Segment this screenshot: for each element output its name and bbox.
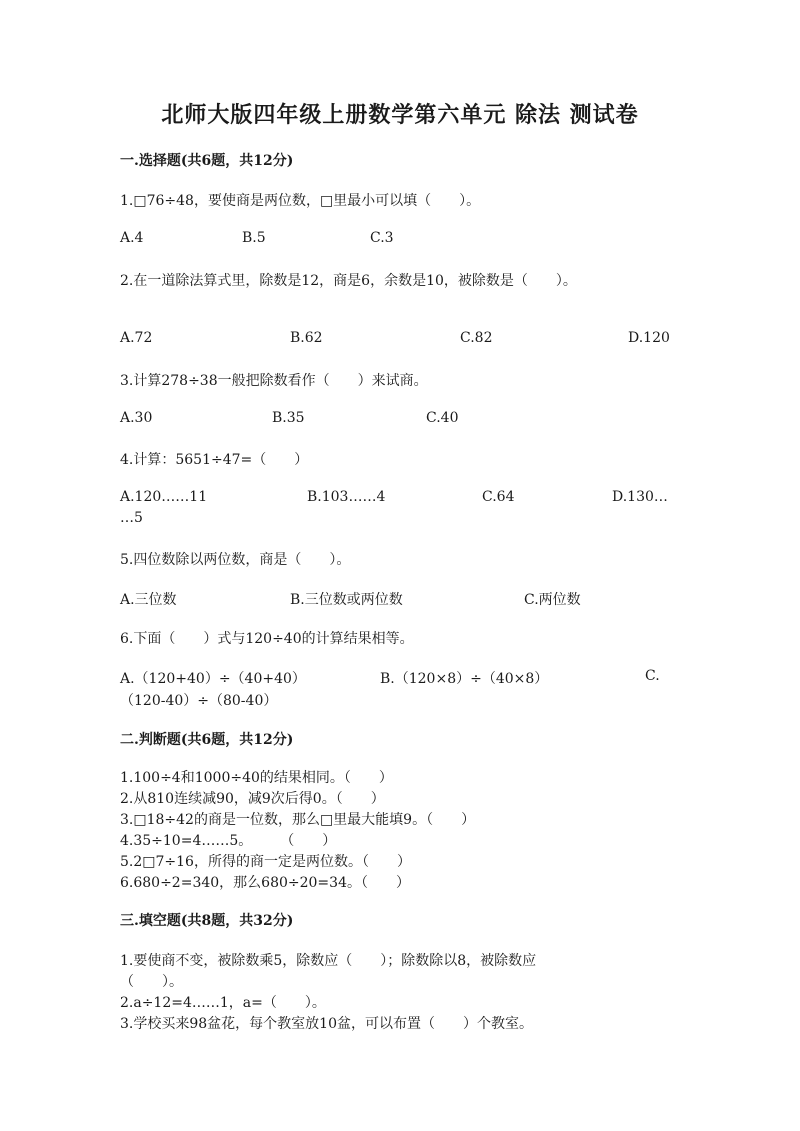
question-5: 5.四位数除以两位数，商是（ ）。 bbox=[120, 552, 351, 568]
judge-item-3: 3.□18÷42的商是一位数，那么□里最大能填9。（ ） bbox=[120, 812, 476, 828]
judge-item-5: 5.2□7÷16，所得的商一定是两位数。（ ） bbox=[120, 854, 411, 870]
judge-item-4: 4.35÷10=4……5。 （ ） bbox=[120, 833, 337, 849]
fill-item-2: 2.a÷12=4……1，a=（ ）。 bbox=[120, 995, 326, 1011]
fill-item-1-wrap: （ ）。 bbox=[120, 974, 183, 990]
option-c: C.40 bbox=[426, 410, 459, 426]
question-1: 1.□76÷48，要使商是两位数，□里最小可以填（ ）。 bbox=[120, 193, 481, 209]
option-a: A.72 bbox=[120, 330, 153, 346]
option-c: C.3 bbox=[370, 230, 394, 246]
option-a: A.30 bbox=[120, 410, 153, 426]
judge-item-1: 1.100÷4和1000÷40的结果相同。（ ） bbox=[120, 770, 393, 786]
question-3: 3.计算278÷38一般把除数看作（ ）来试商。 bbox=[120, 373, 428, 389]
option-b: B.62 bbox=[290, 330, 323, 346]
fill-item-1: 1.要使商不变，被除数乘5，除数应（ ）；除数除以8，被除数应 bbox=[120, 953, 537, 969]
page-title: 北师大版四年级上册数学第六单元 除法 测试卷 bbox=[161, 102, 639, 128]
section-heading-fill: 三.填空题(共8题，共32分) bbox=[120, 913, 294, 929]
question-6: 6.下面（ ）式与120÷40的计算结果相等。 bbox=[120, 631, 414, 647]
option-b: B.35 bbox=[272, 410, 305, 426]
option-b: B.5 bbox=[242, 230, 266, 246]
judge-item-2: 2.从810连续减90，减9次后得0。（ ） bbox=[120, 791, 385, 807]
option-c: C.64 bbox=[482, 489, 515, 505]
option-b: B.三位数或两位数 bbox=[290, 592, 403, 608]
judge-item-6: 6.680÷2=340，那么680÷20=34。（ ） bbox=[120, 875, 410, 891]
option-d-wrap: …5 bbox=[120, 510, 143, 526]
option-c: C.82 bbox=[460, 330, 493, 346]
option-a: A.4 bbox=[120, 230, 144, 246]
option-c-wrap: （120-40）÷（80-40） bbox=[120, 693, 278, 709]
option-d: D.120 bbox=[628, 330, 670, 346]
option-a: A.120……11 bbox=[120, 489, 208, 505]
fill-item-3: 3.学校买来98盆花，每个教室放10盆，可以布置（ ）个教室。 bbox=[120, 1016, 533, 1032]
option-b: B.（120×8）÷（40×8） bbox=[380, 671, 549, 687]
section-heading-judge: 二.判断题(共6题，共12分) bbox=[120, 732, 294, 748]
option-a: A.（120+40）÷（40+40） bbox=[120, 671, 306, 687]
question-4: 4.计算：5651÷47=（ ） bbox=[120, 452, 309, 468]
question-2: 2.在一道除法算式里，除数是12，商是6，余数是10，被除数是（ ）。 bbox=[120, 273, 577, 289]
option-a: A.三位数 bbox=[120, 592, 177, 608]
option-c: C. bbox=[645, 668, 660, 684]
option-c: C.两位数 bbox=[524, 592, 581, 608]
section-heading-choice: 一.选择题(共6题，共12分) bbox=[120, 153, 294, 169]
option-d: D.130… bbox=[612, 489, 668, 505]
option-b: B.103……4 bbox=[307, 489, 386, 505]
